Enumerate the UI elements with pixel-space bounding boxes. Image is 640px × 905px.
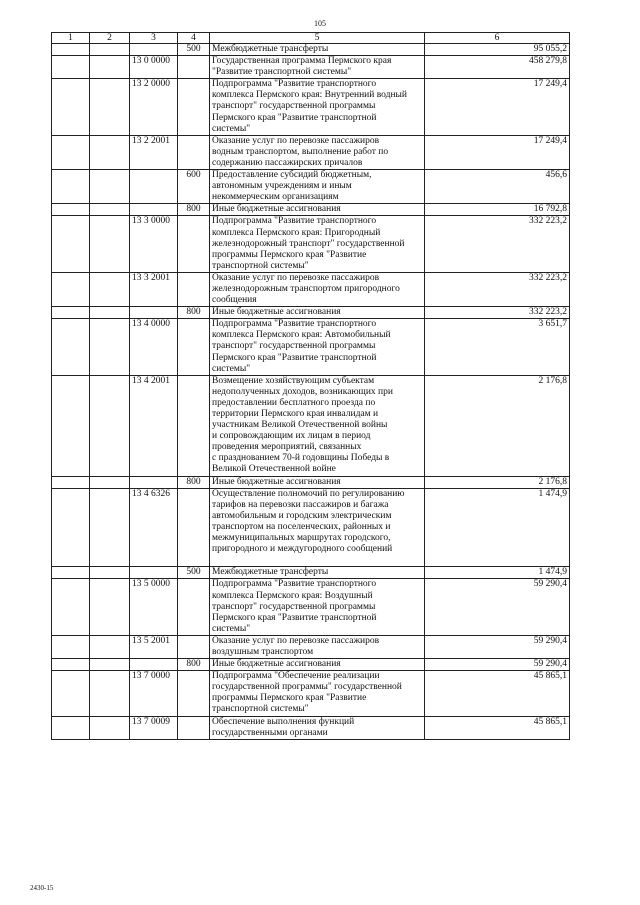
item-name-line: Подпрограмма "Обеспечение реализации <box>212 671 380 682</box>
table-row <box>52 476 570 488</box>
expense-type-cell: 500 <box>178 567 210 579</box>
subsection-code-cell <box>90 319 130 375</box>
table-row <box>52 659 570 671</box>
table-row <box>52 375 570 476</box>
target-article-cell <box>130 307 178 319</box>
item-name-line: Оказание услуг по перевозке пассажиров <box>212 135 380 146</box>
item-name-line: государственной программы" государственной <box>212 682 402 693</box>
item-name-line: программы Пермского края "Развитие <box>212 693 367 704</box>
subsection-code-cell <box>90 307 130 319</box>
expense-type-cell <box>178 671 210 716</box>
item-name-cell <box>210 216 425 272</box>
subsection-code-cell <box>90 56 130 79</box>
amount-cell: 17 249,4 <box>425 79 570 135</box>
item-name-line: транспорт" государственной программы <box>212 341 376 352</box>
item-name-line: транспорт" государственной программы <box>212 601 376 612</box>
item-name-line: Возмещение хозяйствующим субъектам <box>212 375 375 386</box>
page-number: 105 <box>314 19 326 28</box>
subsection-code-cell <box>90 216 130 272</box>
expense-type-cell <box>178 56 210 79</box>
item-name-line: Подпрограмма "Развитие транспортного <box>212 319 377 330</box>
item-name-line: Оказание услуг по перевозке пассажиров <box>212 272 380 283</box>
expense-type-cell <box>178 579 210 635</box>
item-name-cell <box>210 375 425 476</box>
amount-cell: 2 176,8 <box>425 375 570 476</box>
subsection-code-cell <box>90 375 130 476</box>
amount-cell: 17 249,4 <box>425 135 570 169</box>
budget-table <box>51 32 570 740</box>
item-name-line: территории Пермского края инвалидам и <box>212 409 379 419</box>
item-name-line: Иные бюджетные ассигнования <box>212 204 341 215</box>
expense-type-cell <box>178 375 210 476</box>
table-row <box>52 716 570 739</box>
amount-cell: 2 176,8 <box>425 476 570 488</box>
amount-cell: 456,6 <box>425 170 570 204</box>
table-header-row <box>52 33 570 44</box>
item-name-line: Оказание услуг по перевозке пассажиров <box>212 635 380 646</box>
section-code-cell <box>52 716 90 739</box>
subsection-code-cell <box>90 135 130 169</box>
item-name-line: Межбюджетные трансферты <box>212 567 329 578</box>
expense-type-cell <box>178 272 210 306</box>
amount-cell: 332 223,2 <box>425 272 570 306</box>
item-name-line: содержанию пассажирских причалов <box>212 157 363 168</box>
item-name-line: Пермского края "Развитие транспортной <box>212 112 377 123</box>
expense-type-cell <box>178 319 210 375</box>
section-code-cell <box>52 79 90 135</box>
amount-cell: 45 865,1 <box>425 716 570 739</box>
item-name-line: комплекса Пермского края: Пригородный <box>212 227 381 238</box>
section-code-cell <box>52 56 90 79</box>
target-article-cell: 13 7 0000 <box>130 671 178 716</box>
item-name-line: воздушным транспортом <box>212 646 314 657</box>
table-row <box>52 56 570 79</box>
expense-type-cell: 500 <box>178 44 210 56</box>
section-code-cell <box>52 44 90 56</box>
item-name-line <box>212 555 422 566</box>
target-article-cell: 13 4 0000 <box>130 319 178 375</box>
item-name-cell <box>210 476 425 488</box>
subsection-code-cell <box>90 567 130 579</box>
item-name-line: транспортом на поселенческих, районных и <box>212 521 391 532</box>
target-article-cell <box>130 476 178 488</box>
item-name-line: Предоставление субсидий бюджетным, <box>212 170 372 181</box>
item-name-cell <box>210 135 425 169</box>
section-code-cell <box>52 579 90 635</box>
section-code-cell <box>52 204 90 216</box>
subsection-code-cell <box>90 476 130 488</box>
target-article-cell <box>130 567 178 579</box>
column-header-2: 2 <box>90 33 130 44</box>
target-article-cell: 13 5 2001 <box>130 635 178 658</box>
item-name-cell <box>210 319 425 375</box>
subsection-code-cell <box>90 79 130 135</box>
item-name-line: водным транспортом, выполнение работ по <box>212 146 389 157</box>
item-name-cell <box>210 671 425 716</box>
target-article-cell <box>130 659 178 671</box>
section-code-cell <box>52 272 90 306</box>
item-name-line: проведения мероприятий, связанных <box>212 442 362 453</box>
table-row <box>52 216 570 272</box>
table-row <box>52 79 570 135</box>
item-name-cell <box>210 716 425 739</box>
item-name-cell <box>210 272 425 306</box>
table-row <box>52 307 570 319</box>
section-code-cell <box>52 659 90 671</box>
item-name-line: железнодорожный транспорт" государственной <box>212 238 405 249</box>
item-name-line: системы" <box>212 123 251 134</box>
item-name-line: комплекса Пермского края: Внутренний водный <box>212 90 408 101</box>
amount-cell: 332 223,2 <box>425 307 570 319</box>
target-article-cell: 13 3 0000 <box>130 216 178 272</box>
item-name-line: автономным учреждениям и иным <box>212 181 352 192</box>
item-name-line: пригородного и междугородного сообщений <box>212 544 393 555</box>
item-name-cell <box>210 170 425 204</box>
item-name-line: Подпрограмма "Развитие транспортного <box>212 79 377 90</box>
item-name-line: транспортной системы" <box>212 704 309 715</box>
subsection-code-cell <box>90 170 130 204</box>
item-name-line: некоммерческим организациям <box>212 192 339 203</box>
item-name-cell <box>210 488 425 567</box>
section-code-cell <box>52 319 90 375</box>
table-row <box>52 671 570 716</box>
item-name-cell <box>210 44 425 56</box>
item-name-line: программы Пермского края "Развитие <box>212 249 367 260</box>
table-row <box>52 319 570 375</box>
table-row <box>52 204 570 216</box>
expense-type-cell <box>178 79 210 135</box>
item-name-line: недополученных доходов, возникающих при <box>212 386 393 397</box>
expense-type-cell: 800 <box>178 476 210 488</box>
item-name-line: Осуществление полномочий по регулированию <box>212 488 405 499</box>
item-name-line: Пермского края "Развитие транспортной <box>212 352 377 363</box>
section-code-cell <box>52 375 90 476</box>
table-row <box>52 272 570 306</box>
column-header-4: 4 <box>178 33 210 44</box>
item-name-cell <box>210 567 425 579</box>
subsection-code-cell <box>90 272 130 306</box>
table-row <box>52 44 570 56</box>
item-name-line: комплекса Пермского края: Воздушный <box>212 590 373 601</box>
subsection-code-cell <box>90 659 130 671</box>
expense-type-cell: 800 <box>178 659 210 671</box>
expense-type-cell <box>178 135 210 169</box>
item-name-line: транспортной системы" <box>212 260 309 271</box>
item-name-line: предоставлении бесплатного проезда по <box>212 397 376 408</box>
amount-cell: 59 290,4 <box>425 659 570 671</box>
item-name-line: системы" <box>212 363 251 374</box>
section-code-cell <box>52 635 90 658</box>
target-article-cell: 13 7 0009 <box>130 716 178 739</box>
target-article-cell: 13 2 0000 <box>130 79 178 135</box>
section-code-cell <box>52 476 90 488</box>
item-name-line: сообщения <box>212 295 257 306</box>
expense-type-cell <box>178 488 210 567</box>
section-code-cell <box>52 216 90 272</box>
item-name-line: Великой Отечественной войне <box>212 464 336 475</box>
amount-cell: 3 651,7 <box>425 319 570 375</box>
section-code-cell <box>52 567 90 579</box>
item-name-line: Межбюджетные трансферты <box>212 44 329 54</box>
amount-cell: 95 055,2 <box>425 44 570 56</box>
table-row <box>52 135 570 169</box>
item-name-cell <box>210 56 425 79</box>
table-row <box>52 488 570 567</box>
table-row <box>52 170 570 204</box>
item-name-line: государственными органами <box>212 727 328 738</box>
expense-type-cell <box>178 635 210 658</box>
target-article-cell <box>130 44 178 56</box>
amount-cell: 59 290,4 <box>425 635 570 658</box>
item-name-cell <box>210 79 425 135</box>
amount-cell: 16 792,8 <box>425 204 570 216</box>
target-article-cell: 13 3 2001 <box>130 272 178 306</box>
column-header-6: 6 <box>425 33 570 44</box>
amount-cell: 332 223,2 <box>425 216 570 272</box>
item-name-line: комплекса Пермского края: Автомобильный <box>212 330 391 341</box>
target-article-cell <box>130 204 178 216</box>
section-code-cell <box>52 135 90 169</box>
table-row <box>52 567 570 579</box>
amount-cell: 458 279,8 <box>425 56 570 79</box>
budget-table-body <box>52 33 570 740</box>
amount-cell: 45 865,1 <box>425 671 570 716</box>
subsection-code-cell <box>90 716 130 739</box>
column-header-3: 3 <box>130 33 178 44</box>
target-article-cell: 13 4 6326 <box>130 488 178 567</box>
target-article-cell <box>130 170 178 204</box>
table-row <box>52 579 570 635</box>
item-name-cell <box>210 204 425 216</box>
section-code-cell <box>52 671 90 716</box>
item-name-line: Иные бюджетные ассигнования <box>212 659 341 670</box>
item-name-line: тарифов на перевозки пассажиров и багажа <box>212 499 389 510</box>
item-name-line: и сопровождающим их лицам в период <box>212 431 371 442</box>
item-name-line: Государственная программа Пермского края <box>212 56 392 67</box>
item-name-line: Иные бюджетные ассигнования <box>212 307 341 318</box>
item-name-cell <box>210 635 425 658</box>
item-name-line: с празднованием 70-й годовщины Победы в <box>212 453 390 464</box>
item-name-line: железнодорожным транспортом пригородного <box>212 283 400 294</box>
section-code-cell <box>52 170 90 204</box>
item-name-line: автомобильным и городским электрическим <box>212 510 392 521</box>
item-name-line: участникам Великой Отечественной войны <box>212 420 388 431</box>
item-name-cell <box>210 579 425 635</box>
item-name-line: межмуниципальных маршрутах городского, <box>212 533 391 544</box>
expense-type-cell: 600 <box>178 170 210 204</box>
section-code-cell <box>52 307 90 319</box>
column-header-1: 1 <box>52 33 90 44</box>
item-name-line: "Развитие транспортной системы" <box>212 67 352 78</box>
section-code-cell <box>52 488 90 567</box>
target-article-cell: 13 5 0000 <box>130 579 178 635</box>
table-row <box>52 635 570 658</box>
subsection-code-cell <box>90 204 130 216</box>
item-name-cell <box>210 659 425 671</box>
subsection-code-cell <box>90 579 130 635</box>
expense-type-cell: 800 <box>178 307 210 319</box>
item-name-line: Обеспечение выполнения функций <box>212 716 355 727</box>
item-name-line: Подпрограмма "Развитие транспортного <box>212 579 377 590</box>
target-article-cell: 13 4 2001 <box>130 375 178 476</box>
amount-cell: 59 290,4 <box>425 579 570 635</box>
subsection-code-cell <box>90 671 130 716</box>
item-name-line: транспорт" государственной программы <box>212 101 376 112</box>
amount-cell: 1 474,9 <box>425 567 570 579</box>
item-name-line: Пермского края "Развитие транспортной <box>212 612 377 623</box>
expense-type-cell <box>178 716 210 739</box>
amount-cell: 1 474,9 <box>425 488 570 567</box>
item-name-cell <box>210 307 425 319</box>
expense-type-cell: 800 <box>178 204 210 216</box>
item-name-line: Иные бюджетные ассигнования <box>212 476 341 487</box>
subsection-code-cell <box>90 44 130 56</box>
item-name-line: системы" <box>212 623 251 634</box>
subsection-code-cell <box>90 488 130 567</box>
target-article-cell: 13 2 2001 <box>130 135 178 169</box>
item-name-line: Подпрограмма "Развитие транспортного <box>212 216 377 227</box>
expense-type-cell <box>178 216 210 272</box>
target-article-cell: 13 0 0000 <box>130 56 178 79</box>
document-code: 2430-15 <box>30 884 54 892</box>
subsection-code-cell <box>90 635 130 658</box>
column-header-5: 5 <box>210 33 425 44</box>
